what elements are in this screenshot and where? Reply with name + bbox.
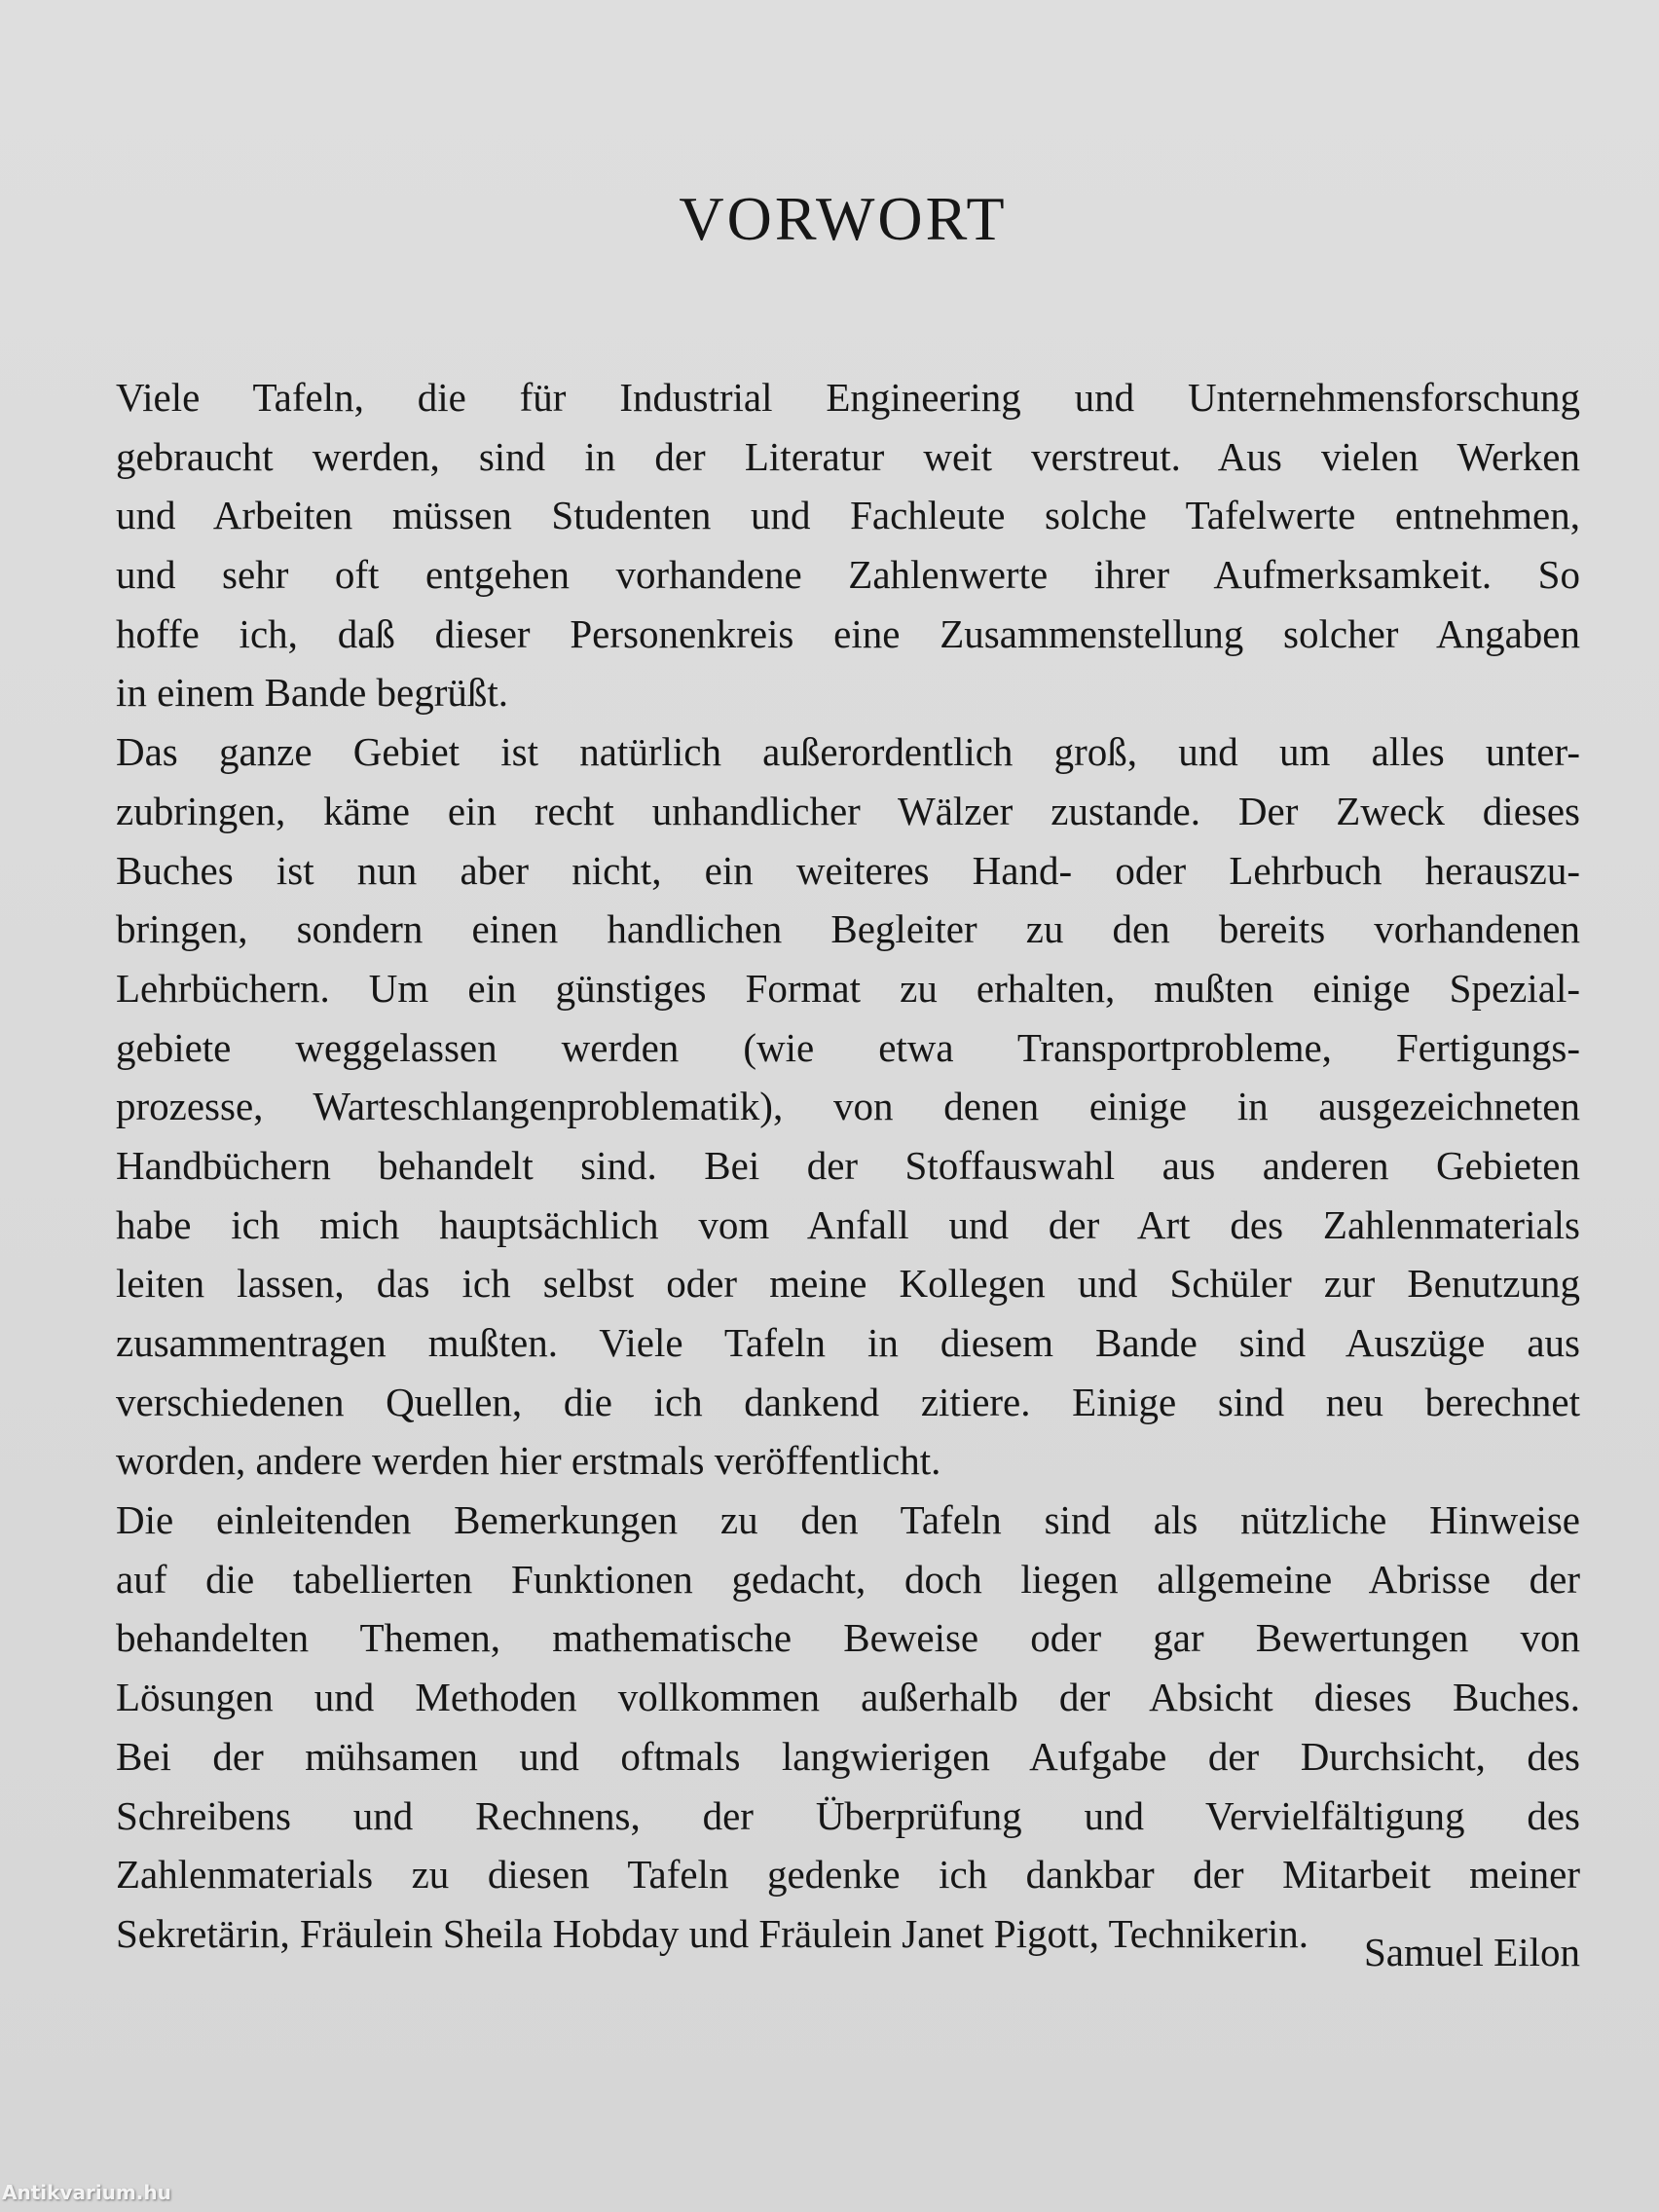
- page-title: VORWORT: [679, 184, 1008, 253]
- text-line: hoffe ich, daß dieser Personenkreis eine Zusammenstellung solcher Angaben: [116, 610, 1580, 656]
- text-line: zubringen, käme ein recht unhandlicher Wälzer zustande. Der Zweck dieses: [116, 788, 1580, 833]
- text-line: Viele Tafeln, die für Industrial Engineering und Unternehmensforschung: [116, 375, 1580, 420]
- text-line: und Arbeiten müssen Studenten und Fachleute solche Tafelwerte entnehmen,: [116, 493, 1580, 538]
- text-line: worden, andere werden hier erstmals veröffentlicht.: [116, 1438, 941, 1484]
- text-line: Schreibens und Rechnens, der Überprüfung und Vervielfältigung des: [116, 1792, 1580, 1838]
- text-line: auf die tabellierten Funktionen gedacht, doch liegen allgemeine Abrisse der: [116, 1556, 1580, 1602]
- text-line: in einem Bande begrüßt.: [116, 670, 509, 716]
- signature: Samuel Eilon: [1363, 1930, 1580, 1974]
- text-line: Buches ist nun aber nicht, ein weiteres Hand- oder Lehrbuch herauszu-: [116, 847, 1580, 893]
- text-line: habe ich mich hauptsächlich vom Anfall und der Art des Zahlenmaterials: [116, 1201, 1580, 1247]
- text-line: und sehr oft entgehen vorhandene Zahlenwerte ihrer Aufmerksamkeit. So: [116, 552, 1580, 598]
- text-line: leiten lassen, das ich selbst oder meine Kollegen und Schüler zur Benutzung: [116, 1261, 1580, 1307]
- text-line: Bei der mühsamen und oftmals langwierigen Aufgabe der Durchsicht, des: [116, 1733, 1580, 1779]
- text-line: Handbüchern behandelt sind. Bei der Stoffauswahl aus anderen Gebieten: [116, 1142, 1580, 1188]
- text-line: Die einleitenden Bemerkungen zu den Tafeln sind als nützliche Hinweise: [116, 1497, 1580, 1543]
- text-line: Das ganze Gebiet ist natürlich außerordentlich groß, und um alles unter-: [116, 729, 1580, 775]
- text-line: Lösungen und Methoden vollkommen außerhalb der Absicht dieses Buches.: [116, 1675, 1580, 1720]
- text-line: verschiedenen Quellen, die ich dankend zitiere. Einige sind neu berechnet: [116, 1379, 1580, 1424]
- text-line: gebraucht werden, sind in der Literatur weit verstreut. Aus vielen Werken: [116, 433, 1580, 479]
- text-line: Sekretärin, Fräulein Sheila Hobday und Fräulein Janet Pigott, Technikerin.: [116, 1910, 1309, 1956]
- text-line: Zahlenmaterials zu diesen Tafeln gedenke ich dankbar der Mitarbeit meiner: [116, 1852, 1580, 1898]
- text-line: gebiete weggelassen werden (wie etwa Transportprobleme, Fertigungs-: [116, 1024, 1580, 1070]
- watermark-logo: Antikvarium.hu: [2, 2181, 171, 2204]
- body-text: [116, 368, 1580, 1964]
- text-line: Lehrbüchern. Um ein günstiges Format zu erhalten, mußten einige Spezial-: [116, 965, 1580, 1011]
- text-line: zusammentragen mußten. Viele Tafeln in diesem Bande sind Auszüge aus: [116, 1320, 1580, 1365]
- text-line: behandelten Themen, mathematische Beweise oder gar Bewertungen von: [116, 1615, 1580, 1661]
- text-line: prozesse, Warteschlangenproblematik), von denen einige in ausgezeichneten: [116, 1084, 1580, 1129]
- text-line: bringen, sondern einen handlichen Begleiter zu den bereits vorhandenen: [116, 906, 1580, 952]
